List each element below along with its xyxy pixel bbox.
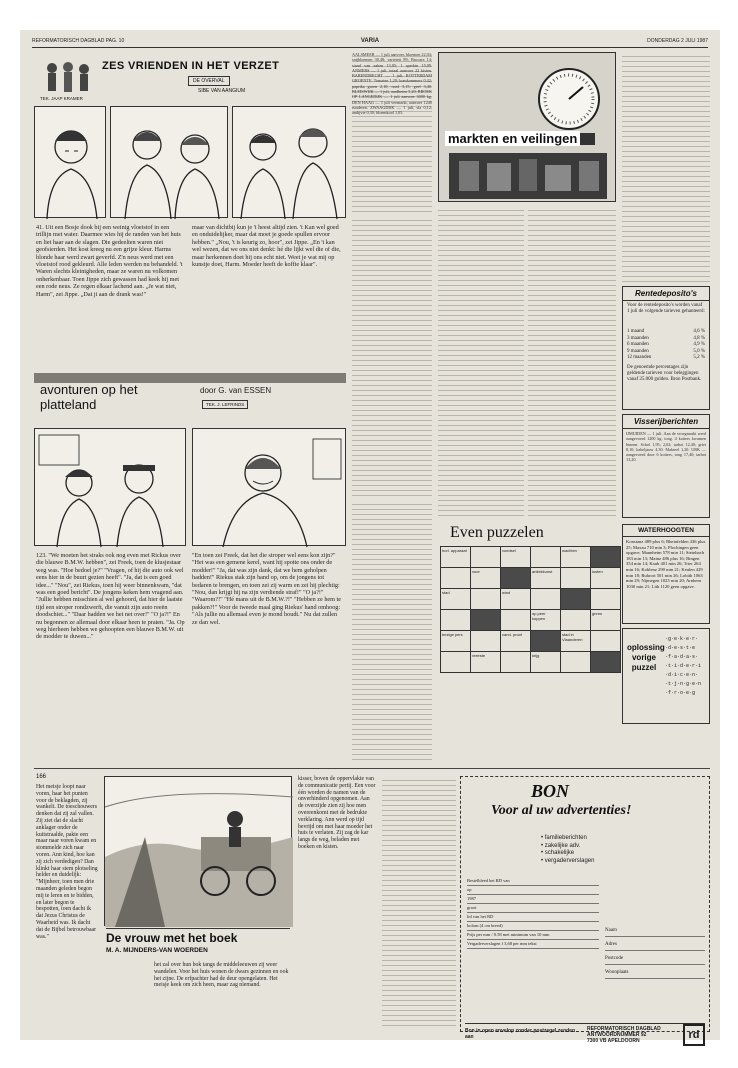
puzzle-cell[interactable]: wachten — [561, 547, 591, 568]
ad-form-line[interactable]: groot — [467, 904, 599, 913]
water-title: WATERHOOGTEN — [623, 527, 709, 537]
comic1-panel-3 — [232, 106, 346, 218]
ad-form-line[interactable]: Prijs per mm / 0.58 met minimum van 10 mm — [467, 931, 599, 940]
comic2-caption-right: "En toen zei Freek, dat het die stroper wel eens kon zijn?" "Het was een gemene kerel, want hij spotte ons onder de modder!" "Ja, dat was zijn dank, dat we hem geholpen hadden!" Riekus stak zijn hand op, om de jongens tot bedaren te brengen, en toen zei zij warm en zei hij plechtig: "Nou, dan krijgt hij na zijn verdiende straf!" "O ja?!" "Waarom?!" "Hé mans uit de B.M.W.?!" "Hebben ze hem te pakken?!" Voor de tweede maal ging Riekus' hand omhoog: "Als jullie nu allemaal even je mond houdt." Nu dat zullen ze dan wel. — [192, 552, 342, 626]
puzzle-cell[interactable] — [441, 610, 471, 631]
comic1-artist: SIBE VAN AANGIUM — [198, 88, 246, 94]
puzzle-cell[interactable] — [471, 631, 501, 652]
markets-text-column-2 — [352, 216, 432, 496]
puzzle-cell[interactable]: krijg — [531, 652, 561, 673]
ad-form-line[interactable]: op — [467, 886, 599, 895]
comic1-panel-2 — [110, 106, 228, 218]
ad-bullet-list — [541, 835, 594, 865]
masthead — [32, 36, 708, 48]
markets-text: AALSMEER — 1 juli aanvoer, bloemen 22,04; snijbloemen 30,48; varieteit 89; Baccara 14; stand van zaken 13,05; 1 sperkin 15,09. ANMERS — 1 juli, totaal aanvoer 22 kisten. BARENDRECHT — 1 juli, ROTTERDAM GROENTE. Tomaten 1,20; komkommers 0,42; paprika groen 2,10; rood 3,15; geel 3,40. BLEISWIJK — 1 juli, aardbeien 5,20; BROEK OP LANGEDIJK — 1 juli aanvoer 3000 kg. DEN HAAG — 1 juli veemarkt, aanvoer 1240 runderen. ZWAAGDIJK — 1 juli, sla 0,12; andijvie 0,30; bloemkool 1,05. — [352, 52, 432, 116]
puzzle-cell[interactable] — [531, 589, 561, 610]
deposit-rates — [627, 329, 705, 362]
deposit-rate: 4,8 % — [693, 335, 705, 341]
right-text-column — [622, 52, 710, 282]
ad-field-adres[interactable]: Adres — [605, 937, 705, 951]
ad-headline-1: BON — [531, 781, 570, 801]
puzzle-solution-line: ·d·i·c·e·n· — [665, 672, 699, 678]
puzzle-solution-line: ·t·j·n·g·e·n — [665, 681, 702, 687]
deposit-rate: 4,6 % — [693, 329, 705, 334]
comic1-caption-left: 41. Uit een Bosje dook bij een weinig vloeistof in een trillijn met water. Daarmee wies hij de randen van het huis en liet haar aan de slagen. Die gedeelten waren niet geofsierden. Het kost kreeg nu een grijze kleur. Harms blonde haar werd zwart geverfd. Z'n neus werd met een vloeistof rood gekleurd. Alle leden werden nu behandeld. 't Waren slechts kleinigheden, maar ze waren nu volkomen onherkenbaar. Toen Jippe zich gewassen had keek hij met een rode neus. Ze regen elkaar lachend aan. „Je wat niet, Harm", zei Jippe. „Dat ji aan de drank was!" — [36, 224, 183, 298]
puzzle-solution-grid — [665, 635, 701, 698]
puzzle-cell[interactable] — [471, 589, 501, 610]
comic2-panel-1-drawing — [35, 429, 187, 547]
feature-text-mid: kisser, boven de oppervlakte van de communicatie pertij. Een voor één worden de namen van de onverhinderd opgenomen. Aan de overzijde zien zij hoe men overeenkomt met de bedrukte verklaring. Ann werd op tijd bevrijd om met haar moeder het huis te verlaten. Zij zag de kar langs de weg, beladen met boeken en kisten. — [298, 776, 376, 850]
puzzle-cell[interactable] — [591, 652, 621, 673]
deposit-rate: 4,9 % — [693, 342, 705, 347]
puzzle-solution-line: ·f·r·o·e·g — [665, 690, 696, 696]
comic1-caption-right: maar van dichtbij kun je 't heest altijd zien. 't Kan wel goed en onduidelijker, maar dat moet je goede spullen ervoor hebben." „Nou, 't is keurig zo, hoor", zei Jippe. „En 't kan wel wezen, dat we ons niet denkt: hé die lijkt wel die of die, maar herkennen doet hij ons echt niet. Weet je wat mij op kunstje doet, Harm. Moeder heeft de koffie klaar". — [192, 224, 341, 269]
comic2-illustrator: TEK. J. LEFRINDS — [202, 400, 248, 409]
comic1-panel-2-drawing — [111, 107, 229, 219]
ad-coupon — [460, 776, 710, 1044]
puzzle-grid — [440, 546, 621, 673]
puzzle-cell[interactable] — [531, 547, 561, 568]
puzzle-title: Even puzzelen — [450, 524, 544, 541]
markets-text-column-4 — [438, 206, 524, 518]
ad-address — [587, 1026, 675, 1044]
ad-address-line-1: REFORMATORISCH DAGBLAD — [587, 1026, 661, 1032]
comic1-figures-icon — [40, 58, 98, 96]
ad-form-line[interactable]: Vergaderverslagen f 3,68 per mm tekst — [467, 940, 599, 949]
water-box — [622, 524, 710, 624]
puzzle-cell[interactable] — [501, 568, 531, 589]
markets-text-column-3 — [352, 500, 432, 762]
feature-illustration — [104, 776, 292, 926]
puzzle-solution — [622, 628, 710, 724]
comic1-panel-3-drawing — [233, 107, 347, 219]
ad-headline-2: Voor al uw advertenties! — [491, 803, 632, 818]
ad-fields — [605, 923, 705, 979]
comic2-byline — [200, 386, 271, 395]
puzzle-solution-title: oplossing vorige puzzel — [627, 643, 665, 672]
feature-title: De vrouw met het boek — [106, 931, 238, 945]
puzzle-cell[interactable]: voor — [471, 568, 501, 589]
puzzle-cell[interactable] — [441, 652, 471, 673]
ad-footer-left: Bon in open envelop zonder postzegel zenden aan — [465, 1028, 576, 1040]
deposit-intro: Voor de rentedeposito's worden vanaf 1 juli de volgende tarieven gehanteerd: — [627, 303, 705, 314]
ad-bullet-item: • familieberichten — [541, 835, 587, 841]
puzzle-solution-line: ·g·e·k·e·r· — [665, 636, 699, 642]
deposit-rate: 5,0 % — [693, 348, 705, 354]
ad-form-line[interactable]: 1987 — [467, 895, 599, 904]
feature-text-bottom: het zal over hun bok tangs de middeleeuwen zij weer wandelen. Voor het huis wonen de dwars gezinnen en ook het zijne. De erfpachter had de deur opengelaten. Het meisje keek om zich heen, maar zag niemand. — [154, 962, 289, 989]
puzzle-cell[interactable] — [591, 547, 621, 568]
puzzle-cell[interactable] — [561, 610, 591, 631]
ad-field-naam[interactable]: Naam — [605, 923, 705, 937]
masthead-date: DONDERDAG 2 JULI 1987 — [647, 38, 708, 44]
puzzle-cell[interactable]: wind — [501, 589, 531, 610]
deposit-term: 6 maanden — [627, 342, 649, 347]
puzzle-cell[interactable] — [471, 547, 501, 568]
puzzle-cell[interactable] — [561, 589, 591, 610]
comic2-author: G. van ESSEN — [218, 386, 272, 395]
puzzle-cell[interactable] — [441, 568, 471, 589]
ad-bullet-item: • vergaderverslagen — [541, 857, 595, 864]
comic1-subtitle: DE OVERVAL — [188, 76, 230, 86]
puzzle-cell[interactable] — [471, 610, 501, 631]
comic2-author-prefix: door — [200, 386, 217, 395]
feature-heading — [106, 928, 290, 954]
deposit-box — [622, 286, 710, 410]
comic1-title: ZES VRIENDEN IN HET VERZET — [102, 60, 280, 72]
ad-bullet-item: • zakelijke adv. — [541, 842, 581, 849]
ad-field-woonplaats[interactable]: Woonplaats — [605, 965, 705, 979]
puzzle-cell[interactable] — [591, 589, 621, 610]
puzzle-cell[interactable]: vreeste — [471, 652, 501, 673]
comic2-panel-1 — [34, 428, 186, 546]
markets-text-column-5 — [528, 206, 616, 518]
comic1-panel-1 — [34, 106, 106, 218]
newspaper-page — [20, 30, 720, 1044]
comic2-caption-left: 123. "We moeten het straks ook nog even met Rickus over die blauwe B.M.W. hebben", zei Freek, toen de klusjestaar weg was. "Hoe bedoel je?" "Vragen, of hij die auto ook wel eens hier in de buurt gezien heeft". "Ja, dat is een goed idee..." "Nou", zei Riekus, toen hij weer binnenkwam, "dat was een goed bericht". De jongens keken hem vragend aan. "Jullie hebben misschien al wel gehoord, dat hier de laatste tijd een stroper rondzwerft, die vanuit zijn auto reeën doodschiet..." "Daar hadden we het net over!" "O ja?!" En nu begonnen ze allemaal door elkaar heen te praten. "Ja. Op weg hierheen hebben we gehoopten een blauwe B.M.W. uit de modder te duwen..." — [36, 552, 185, 641]
puzzle-cell[interactable] — [561, 568, 591, 589]
bottom-section-rule — [34, 768, 710, 769]
masthead-section: VARIA — [360, 38, 380, 44]
markets-text-column-1 — [352, 52, 432, 212]
markets-title: markten en veilingen — [445, 131, 580, 146]
puzzle-cell[interactable]: stad in Vlaanderen — [561, 631, 591, 652]
puzzle-cell[interactable]: stad — [441, 589, 471, 610]
deposit-term: 1 maand — [627, 329, 645, 334]
ad-form-line[interactable]: kolom (4 cm breed) — [467, 922, 599, 931]
feature-author: M. A. MIJNDERS-VAN WOERDEN — [106, 947, 208, 954]
ad-form-lines — [467, 877, 599, 949]
puzzle-cell[interactable] — [561, 652, 591, 673]
feature-illustration-drawing — [105, 777, 293, 927]
fishing-box — [622, 414, 710, 518]
puzzle-cell[interactable]: lusten — [591, 568, 621, 589]
comic2-panel-2-drawing — [193, 429, 347, 547]
puzzle-cell[interactable]: voedsel — [501, 547, 531, 568]
puzzle-cell[interactable]: grens — [591, 610, 621, 631]
puzzle-cell[interactable]: horl. apparaat — [441, 547, 471, 568]
puzzle-cell[interactable]: op peer koppen — [531, 610, 561, 631]
deposit-rate-row — [627, 355, 705, 362]
puzzle-cell[interactable]: antiekkunst — [531, 568, 561, 589]
ad-footer — [465, 1023, 705, 1044]
masthead-publication: REFORMATORISCH DAGBLAD PAG. 10 — [32, 38, 125, 44]
ad-address-line-2: ANTWOORDNUMMER 92 — [587, 1032, 647, 1038]
comic1-panel-1-drawing — [35, 107, 107, 219]
comic1-logo-figures — [40, 58, 98, 96]
puzzle-cell[interactable] — [501, 652, 531, 673]
comic2-panel-2 — [192, 428, 346, 546]
ad-address-line-3: 7300 VB APELDOORN — [587, 1038, 640, 1044]
water-text: Konstanz 489 plus 6; Rheinfelden 436 plus 25; Maxau 710 min 3; Plochingen geen opgave; Mannheim 578 min 11; Steinbach 183 min 13; Mainz 486 plus 16; Bingen 354 min 14; Kaub 401 min 26; Trier 264 min 16; Koblenz 290 min 21; Keulen 429 min 18; Ruhrort 501 min 26; Lobith 1063 min 29; Nijmegen 1025 min 20; Arnhem 1030 min 21; Lith 1120 geen opgave. — [626, 539, 706, 589]
deposit-title: Rentedeposito's — [623, 289, 709, 301]
rd-logo-icon: rd — [683, 1024, 705, 1046]
puzzle-solution-line: ·t·i·d·e·r·i — [665, 663, 702, 669]
puzzle-solution-line: ·f·a·d·a·s· — [665, 654, 699, 660]
feature-chapter: 166 — [36, 774, 47, 780]
deposit-rate: 5,2 % — [693, 355, 705, 360]
deposit-term: 3 maanden — [627, 335, 649, 341]
puzzle-cell[interactable] — [501, 610, 531, 631]
ad-field-postcode[interactable]: Postcode — [605, 951, 705, 965]
fishing-text: IJMUIDEN — 1 juli. Aan de vroegmarkt werd aangevoerd 1200 kg. tong. 4 kotters kwamen binnen. Schol 1,95; 2,02; tarbot 12,40; griet 8,10; kabeljauw 4,30. Makreel 1,20. URK — aangevoerd door 6 kotters, tong 17,40; tarbot 13,20. — [626, 431, 706, 463]
ad-bullet-item: • schakelijke — [541, 850, 575, 856]
puzzle-solution-line: ·d·e·s·t·e — [665, 645, 696, 651]
comic2-title: avonturen op het platteland — [40, 382, 138, 412]
ad-form-line[interactable]: lid van het RD — [467, 913, 599, 922]
feature-text-left: Het meisje loopt naar voren, haar het punten voor de beklagden, zij wankelt. De toeschouwers denken dat zij zal vallen. Zij ziet dat de slacht anklager onder de kuitstraalde, pakte een maar naar voren kwam en stommelde zich naar voren. Ann kind, hoe kan zij zich verdedigen? Dan klinkt haar stem plotseling helder en duidelijk: "Mijnheer, toen men drie maanden geleden begon mij te leren en te bidden, en later begon te bespotten, toen dacht ik dat Jezus Christus de Waarheid was. Ik dacht dat de Bijbel betrouwbaar was." — [36, 784, 98, 940]
markets-header-image — [438, 52, 616, 202]
fishing-title: Visserijberichten — [623, 417, 709, 429]
puzzle-cell[interactable] — [591, 631, 621, 652]
puzzle-cell[interactable]: bezige pers — [441, 631, 471, 652]
deposit-term: 9 maanden — [627, 348, 649, 354]
puzzle-cell[interactable]: cand. proof — [501, 631, 531, 652]
deposit-term: 12 maanden — [627, 355, 652, 360]
ad-form-line[interactable]: Bestelbleed het RD van — [467, 877, 599, 886]
puzzle-cell[interactable] — [531, 631, 561, 652]
auction-clock-icon — [439, 53, 617, 203]
feature-text-right — [382, 776, 456, 1030]
deposit-footer: De genoemde percentages zijn geldende tarieven voor beleggingen vanaf 25.000 gulden. Bron Postbank. — [627, 365, 702, 382]
comic1-writer: TEK. JAAP KRAMER — [40, 96, 83, 101]
